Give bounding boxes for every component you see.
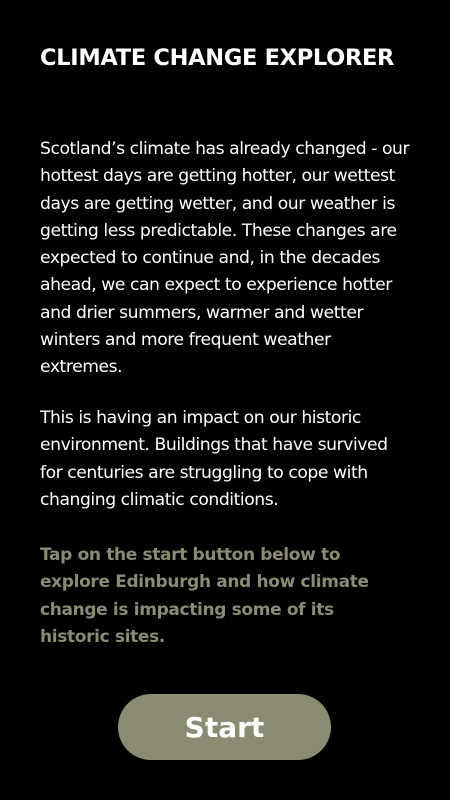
page-title: CLIMATE CHANGE EXPLORER [40, 45, 395, 71]
intro-paragraph-impact: This is having an impact on our historic environment. Buildings that have survived for centuries are struggling to cope with changing climatic conditions. [40, 408, 388, 510]
start-button[interactable]: Start [118, 694, 331, 760]
intro-paragraph-climate: Scotland’s climate has already changed - our hottest days are getting hotter, our wettest days are getting wetter, and our weather is getting less predictable. These changes are expected to continue and, in the decades ahead, we can expect to experience hotter and drier summers, warmer and wetter winters and more frequent weather extremes. [40, 139, 410, 378]
call-to-action-text: Tap on the start button below to explore Edinburgh and how climate change is impacting some of its historic sites. [40, 545, 369, 647]
